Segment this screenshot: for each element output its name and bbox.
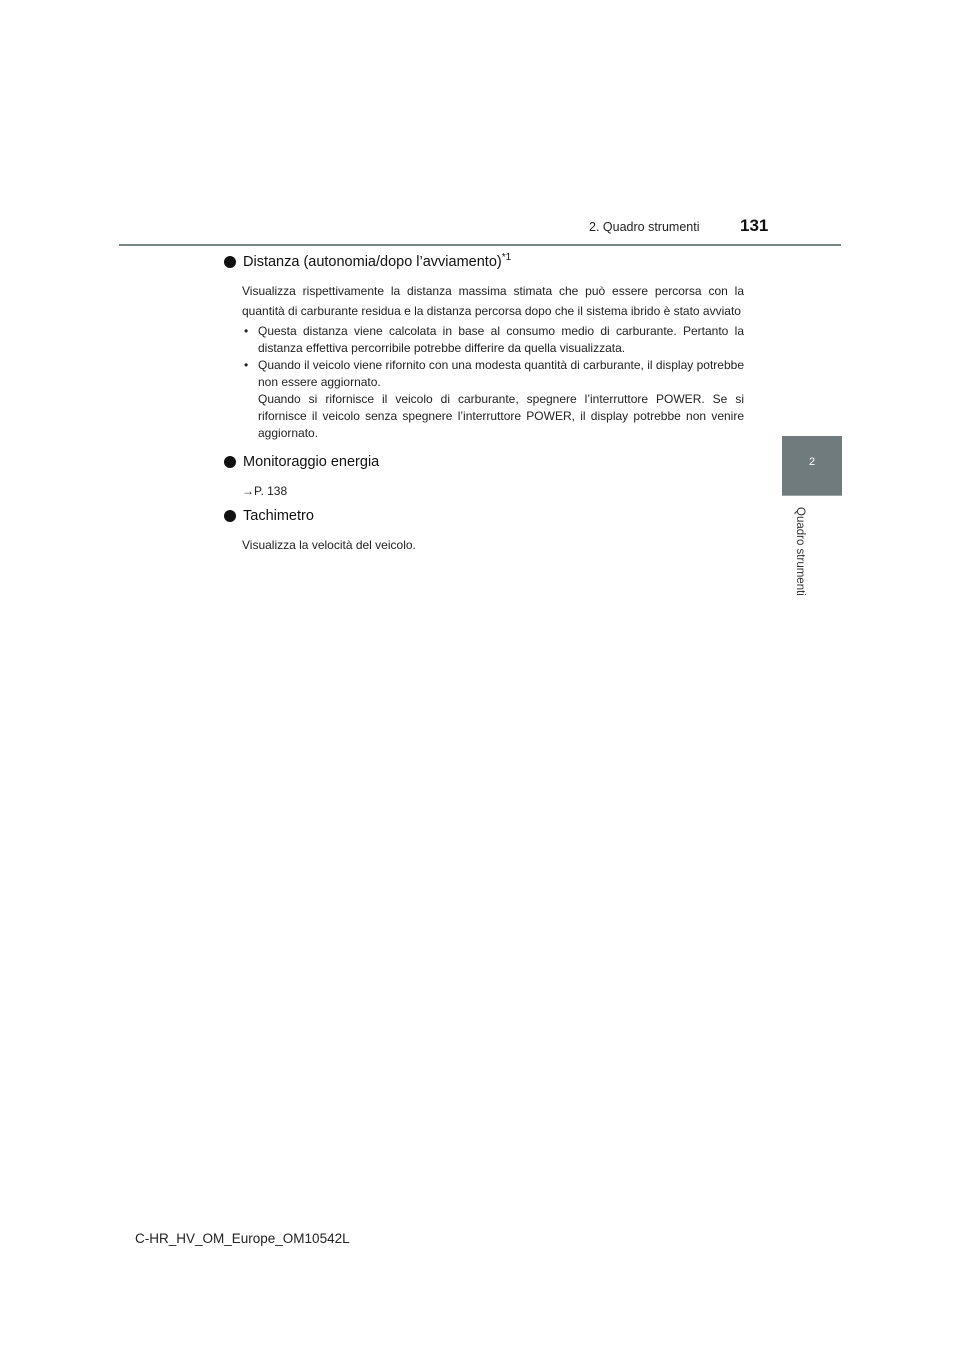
section-paragraph: Visualizza la velocità del veicolo. <box>242 538 416 552</box>
bullet-dot-icon <box>224 510 236 522</box>
page-number: 131 <box>740 216 769 235</box>
section-heading-monitoraggio <box>224 452 744 472</box>
section-paragraph: Visualizza rispettivamente la distanza massima stimata che può essere percorsa con la quantità di carburante residua e la distanza percorsa dopo che il sistema ibrido è stato avviato <box>242 284 744 318</box>
header-divider <box>119 244 841 246</box>
list-item-continuation: Quando si rifornisce il veicolo di carburante, spegnere l’interruttore POWER. Se si rifornisce il veicolo senza spegnere l’interruttore POWER, il display potrebbe non venire aggiornato. <box>258 392 744 440</box>
bullet-dot-icon <box>224 456 236 468</box>
section-heading-distanza <box>224 252 744 272</box>
list-item-text: Quando il veicolo viene rifornito con una modesta quantità di carburante, il display potrebbe non essere aggiornato. <box>258 358 744 389</box>
chapter-tab-divider <box>782 495 842 496</box>
running-header-section: 2. Quadro strumenti <box>589 220 700 234</box>
section-title: Tachimetro <box>243 508 314 524</box>
chapter-tab-label: Quadro strumenti <box>794 507 806 596</box>
bullet-dot-icon <box>224 256 236 268</box>
page-reference-link[interactable]: →P. 138 <box>242 484 288 498</box>
chapter-tab-number: 2 <box>808 456 816 468</box>
list-item <box>242 323 744 357</box>
list-item <box>242 357 744 442</box>
section-title: Distanza (autonomia/dopo l’avviamento) <box>243 254 502 270</box>
section-title: Monitoraggio energia <box>243 454 380 470</box>
footnote-marker: *1 <box>501 252 512 264</box>
list-item-text: Questa distanza viene calcolata in base al consumo medio di carburante. Pertanto la distanza effettiva percorribile potrebbe differire da quella visualizzata. <box>258 324 744 355</box>
section-heading-tachimetro <box>224 506 744 526</box>
page-content <box>224 252 744 555</box>
document-code-footer: C-HR_HV_OM_Europe_OM10542L <box>135 1231 350 1246</box>
note-list <box>242 323 744 442</box>
